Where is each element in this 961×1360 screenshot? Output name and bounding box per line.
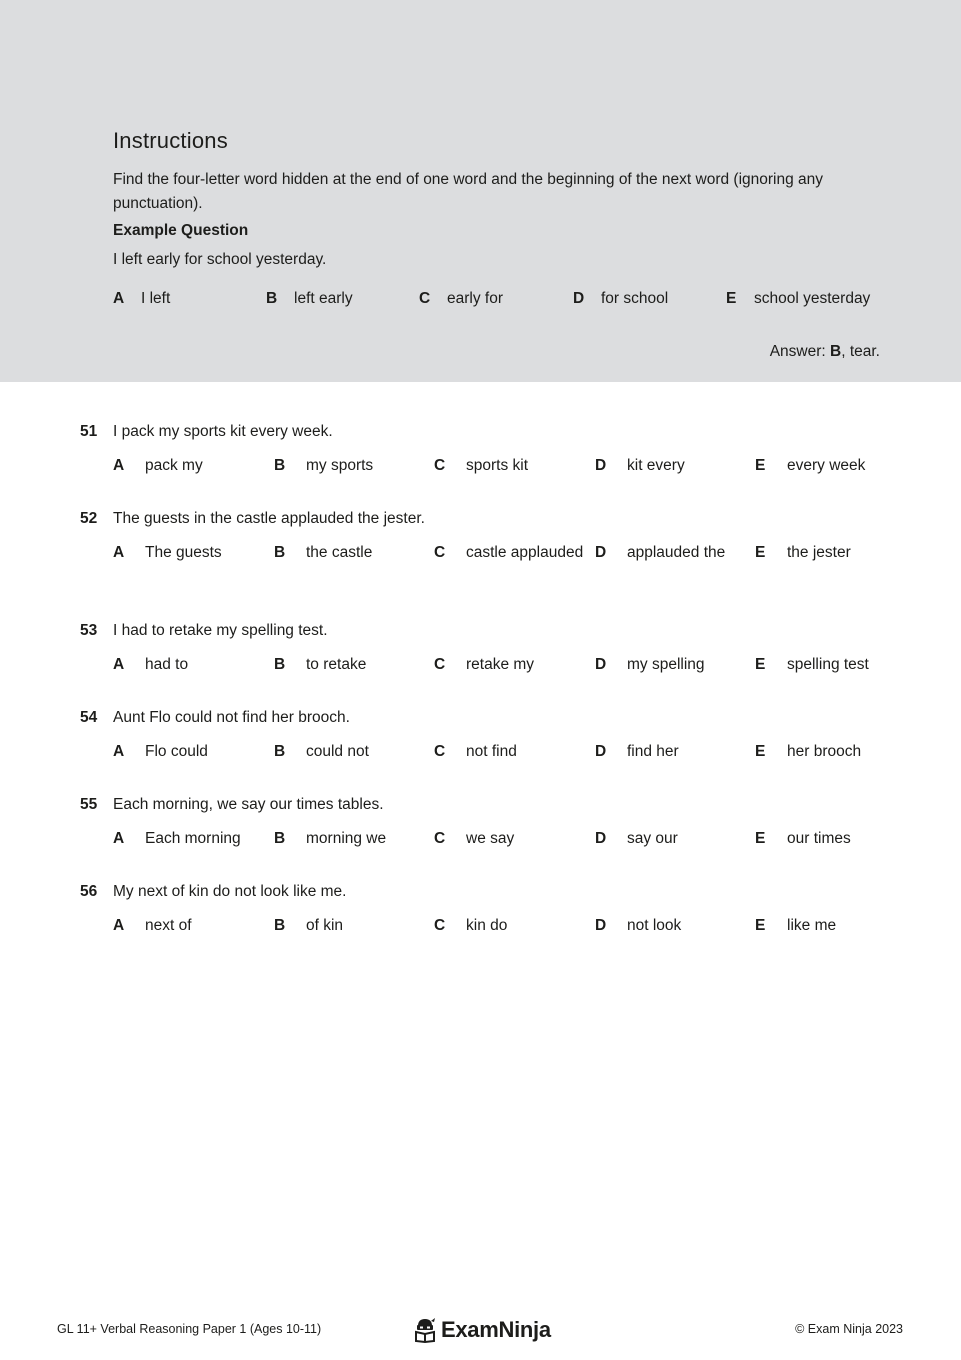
- option-letter: C: [434, 544, 446, 561]
- question-55: [80, 793, 900, 875]
- question-number: 51: [80, 423, 98, 440]
- option-letter: E: [755, 656, 766, 673]
- question-number: 53: [80, 622, 98, 639]
- option-text: could not: [306, 743, 369, 760]
- option-letter: E: [755, 743, 766, 760]
- example-question-label: Example Question: [113, 222, 249, 239]
- option-text: Flo could: [145, 743, 208, 760]
- option-letter: A: [113, 544, 125, 561]
- option-letter: C: [434, 830, 446, 847]
- option-letter: D: [595, 917, 607, 934]
- option-text: kit every: [627, 457, 685, 474]
- option-text: The guests: [145, 544, 222, 561]
- question-56: [80, 880, 900, 962]
- option-letter: D: [595, 830, 607, 847]
- option-letter: D: [595, 544, 607, 561]
- option-text: my spelling: [627, 656, 705, 673]
- question-sentence: I pack my sports kit every week.: [113, 423, 333, 440]
- option-letter: E: [755, 544, 766, 561]
- question-51: [80, 420, 900, 502]
- answer-options: [80, 454, 900, 502]
- question-stem: [80, 706, 900, 730]
- option-text: retake my: [466, 656, 535, 673]
- option-text: of kin: [306, 917, 344, 934]
- option-text: every week: [787, 457, 866, 474]
- option-letter: C: [434, 917, 446, 934]
- instructions-panel: [0, 0, 961, 382]
- option-letter: A: [113, 917, 125, 934]
- option-letter: D: [595, 457, 607, 474]
- option-text: like me: [787, 917, 837, 934]
- instructions-title: Instructions: [113, 128, 228, 153]
- option-text: morning we: [306, 830, 387, 847]
- option-text: to retake: [306, 656, 367, 673]
- instructions-text: Find the four-letter word hidden at the end of one word and the beginning of the next word (ignoring any punctuation).: [113, 171, 824, 212]
- question-stem: [80, 507, 900, 531]
- question-number: 52: [80, 510, 98, 527]
- answer-options: [80, 653, 900, 701]
- question-sentence: Each morning, we say our times tables.: [113, 796, 384, 813]
- answer-options: [80, 827, 900, 875]
- option-letter: C: [434, 656, 446, 673]
- option-text: next of: [145, 917, 192, 934]
- question-52: [80, 507, 900, 589]
- option-text: spelling test: [787, 656, 869, 673]
- option-text: our times: [787, 830, 851, 847]
- option-letter: D: [595, 743, 607, 760]
- question-sentence: Aunt Flo could not find her brooch.: [113, 709, 350, 726]
- example-option-d: D for school: [573, 290, 669, 307]
- example-option-c: C early for: [419, 290, 503, 307]
- option-text: kin do: [466, 917, 508, 934]
- option-text: her brooch: [787, 743, 862, 760]
- example-option-b: B left early: [266, 290, 353, 307]
- example-options: [113, 290, 893, 314]
- option-letter: C: [434, 743, 446, 760]
- ninja-reading-book-icon: [414, 1317, 436, 1343]
- option-letter: B: [274, 544, 286, 561]
- question-number: 56: [80, 883, 98, 900]
- option-letter: E: [755, 457, 766, 474]
- footer-copyright: © Exam Ninja 2023: [795, 1322, 903, 1336]
- option-text: the castle: [306, 544, 373, 561]
- option-text: say our: [627, 830, 678, 847]
- option-text: find her: [627, 743, 679, 760]
- option-text: Each morning: [145, 830, 241, 847]
- question-sentence: My next of kin do not look like me.: [113, 883, 347, 900]
- option-text: my sports: [306, 457, 374, 474]
- question-54: [80, 706, 900, 788]
- option-text: not look: [627, 917, 682, 934]
- option-text: applauded the: [627, 544, 726, 561]
- option-text: had to: [145, 656, 189, 673]
- question-stem: [80, 793, 900, 817]
- option-letter: A: [113, 830, 125, 847]
- option-letter: A: [113, 743, 125, 760]
- question-stem: [80, 880, 900, 904]
- example-option-e: E school yesterday: [726, 290, 871, 307]
- option-letter: B: [274, 743, 286, 760]
- option-letter: B: [274, 830, 286, 847]
- option-text: the jester: [787, 544, 851, 561]
- option-text: castle applauded: [466, 544, 584, 561]
- option-letter: B: [274, 457, 286, 474]
- option-text: sports kit: [466, 457, 529, 474]
- answer-options: [80, 740, 900, 788]
- question-number: 55: [80, 796, 98, 813]
- option-letter: B: [274, 917, 286, 934]
- question-stem: [80, 619, 900, 643]
- examninja-logo: [414, 1316, 551, 1344]
- question-number: 54: [80, 709, 98, 726]
- option-letter: A: [113, 457, 125, 474]
- option-letter: C: [434, 457, 446, 474]
- footer-paper-title: GL 11+ Verbal Reasoning Paper 1 (Ages 10-11): [57, 1322, 322, 1336]
- option-letter: E: [755, 830, 766, 847]
- question-stem: [80, 420, 900, 444]
- example-sentence: I left early for school yesterday.: [113, 251, 327, 268]
- option-text: not find: [466, 743, 517, 760]
- option-letter: B: [274, 656, 286, 673]
- example-option-a: A I left: [113, 290, 171, 307]
- option-text: we say: [466, 830, 515, 847]
- option-text: pack my: [145, 457, 203, 474]
- answer-options: [80, 541, 900, 589]
- logo-text: ExamNinja: [441, 1317, 551, 1342]
- example-answer: Answer: B, tear.: [769, 343, 880, 360]
- option-letter: E: [755, 917, 766, 934]
- question-53: [80, 619, 900, 701]
- question-sentence: I had to retake my spelling test.: [113, 622, 328, 639]
- option-letter: A: [113, 656, 125, 673]
- answer-options: [80, 914, 900, 962]
- question-sentence: The guests in the castle applauded the jester.: [113, 510, 425, 527]
- option-letter: D: [595, 656, 607, 673]
